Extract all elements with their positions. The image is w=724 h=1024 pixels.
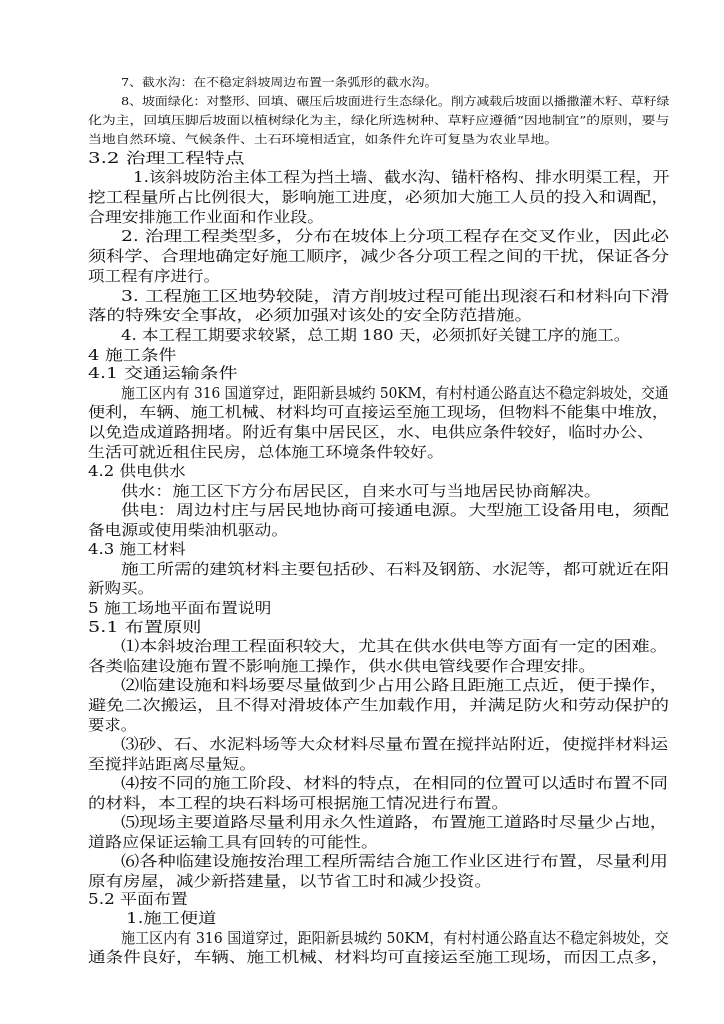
text-line: 通条件良好，车辆、施工机械、材料均可直接运至施工现场，而因工点多， xyxy=(88,948,670,966)
text-line: 施工所需的建筑材料主要包括砂、石料及钢筋、水泥等，都可就近在阳 xyxy=(121,560,670,578)
text-line: 挖工程量所占比例很大，影响施工进度，必须加大施工人员的投入和调配， xyxy=(88,188,670,206)
text-line: 项工程有序进行。 xyxy=(88,267,221,285)
text-line: 8、坡面绿化：对整形、回填、碾压后坡面进行生态绿化。削方减载后坡面以播撒灌木籽、草籽绿 xyxy=(121,94,670,108)
text-line: 化为主，回填压脚后坡面以植树绿化为主，绿化所选树种、草籽应遵循“因地制宜”的原则，要与 xyxy=(88,113,670,127)
text-line: 备电源或使用柴油机驱动。 xyxy=(88,521,289,539)
text-line: 5 施工场地平面布置说明 xyxy=(88,599,272,617)
text-line: 4. 本工程工期要求较紧，总工期 180 天，必须抓好关键工序的施工。 xyxy=(121,326,631,344)
text-line: 4.3 施工材料 xyxy=(88,540,186,558)
text-line: 供水：施工区下方分布居民区，自来水可与当地居民协商解决。 xyxy=(121,482,602,500)
text-line: 2. 治理工程类型多，分布在坡体上分项工程存在交叉作业，因此必 xyxy=(121,227,670,245)
text-line: 供电：周边村庄与居民地协商可接通电源。大型施工设备用电，须配 xyxy=(121,501,670,519)
text-line: ⑵临建设施和料场要尽量做到少占用公路且距施工点近，便于操作， xyxy=(121,676,669,694)
text-line: 4.1 交通运输条件 xyxy=(88,364,238,382)
text-line: 施工区内有 316 国道穿过，距阳新县城约 50KM，有村村通公路直达不稳定斜坡处，交 xyxy=(121,929,669,947)
text-line: ⑸现场主要道路尽量利用永久性道路，布置施工道路时尽量少占地， xyxy=(121,813,669,831)
text-line: 7、截水沟：在不稳定斜坡周边布置一条弧形的截水沟。 xyxy=(121,75,438,89)
text-line: 5.1 布置原则 xyxy=(88,618,202,636)
text-line: 3. 工程施工区地势较陡，清方削坡过程可能出现滚石和材料向下滑 xyxy=(121,287,670,305)
text-line: 3.2 治理工程特点 xyxy=(88,149,245,167)
text-line: 新购买。 xyxy=(88,579,155,597)
text-line: 1.该斜坡防治主体工程为挡土墙、截水沟、锚杆格构、排水明渠工程，开 xyxy=(133,168,670,186)
text-line: 1.施工便道 xyxy=(126,909,217,927)
text-line: ⑶砂、石、水泥料场等大众材料尽量布置在搅拌站附近，使搅拌材料运 xyxy=(121,735,669,753)
text-line: 5.2 平面布置 xyxy=(88,890,188,908)
text-line: 道路应保证运输工具有回转的可能性。 xyxy=(88,833,379,851)
text-line: ⑷按不同的施工阶段、材料的特点，在相同的位置可以适时布置不同 xyxy=(121,774,669,792)
text-line: 施工区内有 316 国道穿过，距阳新县城约 50KM，有村村通公路直达不稳定斜坡处，交通 xyxy=(121,384,669,402)
text-line: ⑹各种临建设施按治理工程所需结合施工作业区进行布置，尽量利用 xyxy=(121,852,669,870)
text-line: 生活可就近租住民房，总体施工环境条件较好。 xyxy=(88,443,445,461)
text-line: 的材料，本工程的块石料场可根据施工情况进行布置。 xyxy=(88,794,510,812)
text-line: 须科学、合理地确定好施工顺序，减少各分项工程之间的干扰，保证各分 xyxy=(88,247,670,265)
text-line: 至搅拌站距离尽量短。 xyxy=(88,755,257,773)
text-line: 各类临建设施布置不影响施工操作，供水供电管线要作合理安排。 xyxy=(88,657,597,675)
text-line: 以免造成道路拥堵。附近有集中居民区，水、电供应条件较好，临时办公、 xyxy=(88,423,655,441)
text-line: 避免二次搬运，且不得对滑坡体产生加载作用，并满足防火和劳动保护的 xyxy=(88,696,670,714)
text-line: ⑴本斜坡治理工程面积较大，尤其在供水供电等方面有一定的困难。 xyxy=(121,637,669,655)
text-line: 4.2 供电供水 xyxy=(88,462,186,480)
text-line: 便利，车辆、施工机械、材料均可直接运至施工现场，但物料不能集中堆放， xyxy=(88,403,670,421)
text-line: 落的特殊安全事故，必须加强对该处的安全防范措施。 xyxy=(88,306,534,324)
text-line: 4 施工条件 xyxy=(88,346,177,364)
text-line: 原有房屋，减少新搭建量，以节省工时和减少投资。 xyxy=(88,872,493,890)
text-line: 当地自然环境、气候条件、土石环境相适宜，如条件允许可复垦为农业旱地。 xyxy=(88,132,558,146)
text-line: 合理安排施工作业面和作业段。 xyxy=(88,208,325,226)
text-line: 要求。 xyxy=(88,716,138,734)
